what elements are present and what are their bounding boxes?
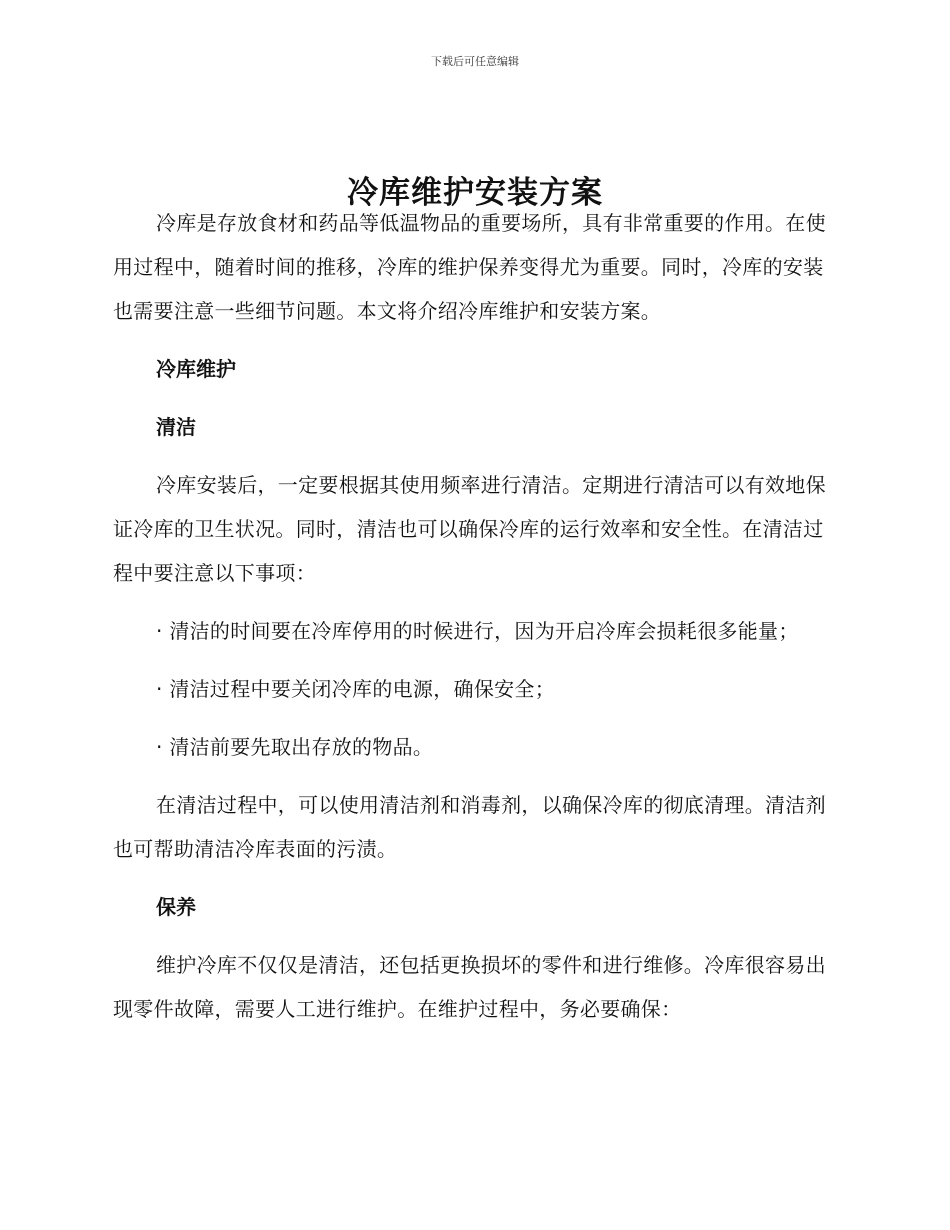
cleaning-bullet-2: · 清洁过程中要关闭冷库的电源，确保安全； — [156, 677, 556, 701]
subheading-upkeep: 保养 — [156, 895, 196, 919]
document-body — [113, 201, 833, 1031]
cleaning-bullet-1: · 清洁的时间要在冷库停用的时候进行，因为开启冷库会损耗很多能量； — [156, 619, 799, 643]
cleaning-bullet-3: · 清洁前要先取出存放的物品。 — [156, 735, 434, 759]
document-title: 冷库维护安装方案 — [347, 174, 603, 211]
header-note: 下载后可任意编辑 — [431, 55, 519, 68]
cleaning-agents-paragraph: 在清洁过程中，可以使用清洁剂和消毒剂，以确保冷库的彻底清理。清洁剂也可帮助清洁冷库表面的污渍。 — [113, 793, 826, 861]
upkeep-paragraph: 维护冷库不仅仅是清洁，还包括更换损坏的零件和进行维修。冷库很容易出现零件故障，需要人工进行维护。在维护过程中，务必要确保： — [113, 953, 826, 1021]
subheading-cleaning: 清洁 — [156, 415, 196, 439]
section-heading-maintenance: 冷库维护 — [156, 357, 236, 381]
cleaning-paragraph: 冷库安装后，一定要根据其使用频率进行清洁。定期进行清洁可以有效地保证冷库的卫生状况。同时，清洁也可以确保冷库的运行效率和安全性。在清洁过程中要注意以下事项： — [113, 473, 826, 585]
intro-paragraph: 冷库是存放食材和药品等低温物品的重要场所，具有非常重要的作用。在使用过程中，随着时间的推移，冷库的维护保养变得尤为重要。同时，冷库的安装也需要注意一些细节问题。本文将介绍冷库维护和安装方案。 — [113, 211, 826, 323]
